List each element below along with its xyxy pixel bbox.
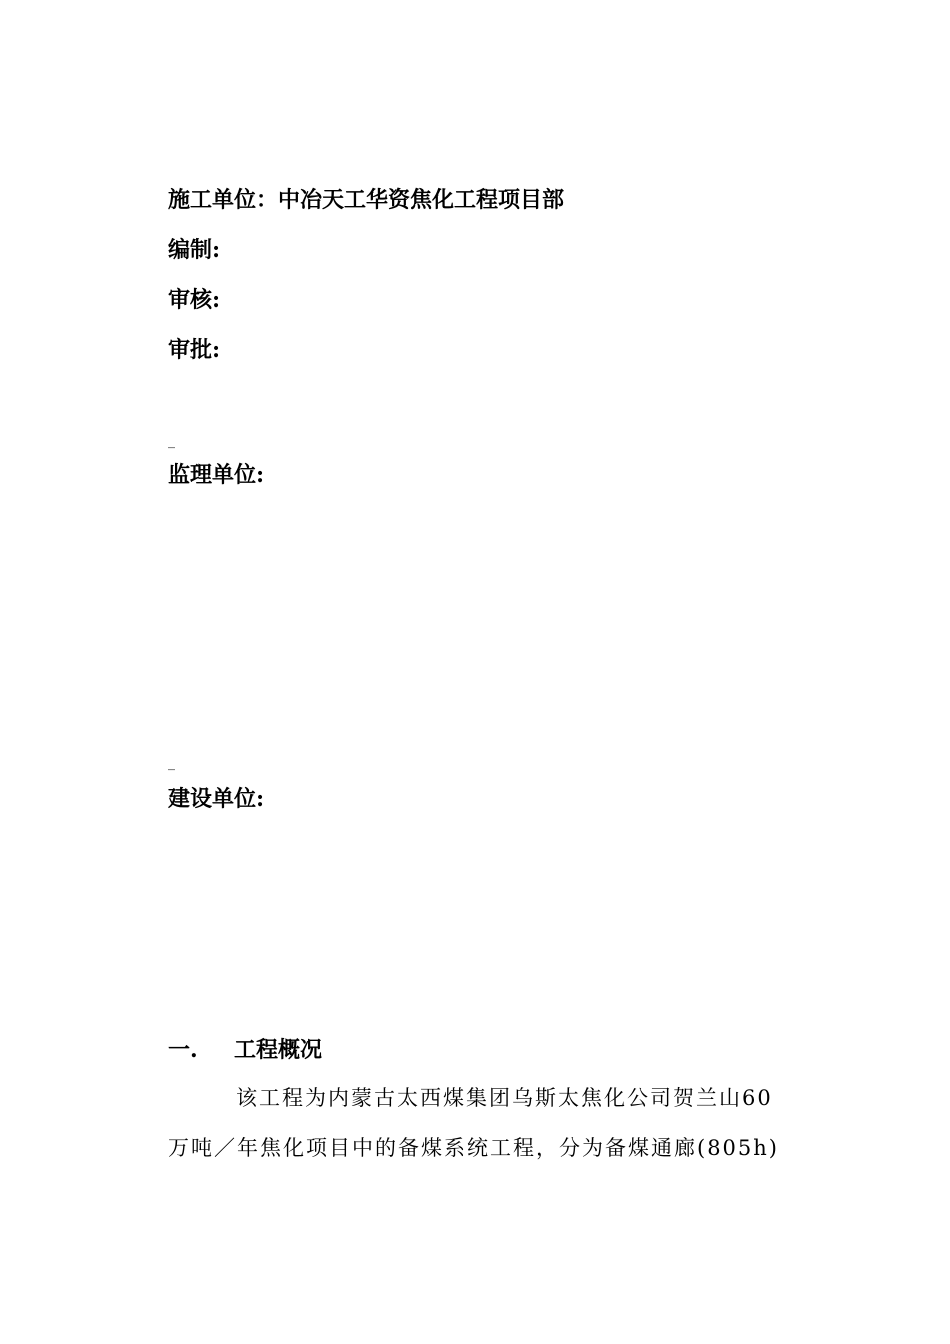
paragraph-line: 该工程为内蒙古太西煤集团乌斯太焦化公司贺兰山60 <box>236 1086 773 1110</box>
section-title: 工程概况 <box>234 1037 323 1063</box>
reviewed-by-line: 审核: <box>168 287 221 313</box>
owner-line: 建设单位: <box>168 786 265 812</box>
contractor-line: 施工单位：中冶天工华资焦化工程项目部 <box>168 187 565 213</box>
separator-dash: _ <box>168 433 175 449</box>
section-number: 一. <box>168 1037 198 1063</box>
supervisor-line: 监理单位: <box>168 462 265 488</box>
section-heading <box>168 1036 322 1064</box>
compiled-by-line: 编制: <box>168 237 221 263</box>
separator-dash: _ <box>168 755 175 771</box>
paragraph-line: 万吨／年焦化项目中的备煤系统工程，分为备煤通廊(805h) <box>168 1136 779 1160</box>
approved-by-line: 审批: <box>168 337 221 363</box>
